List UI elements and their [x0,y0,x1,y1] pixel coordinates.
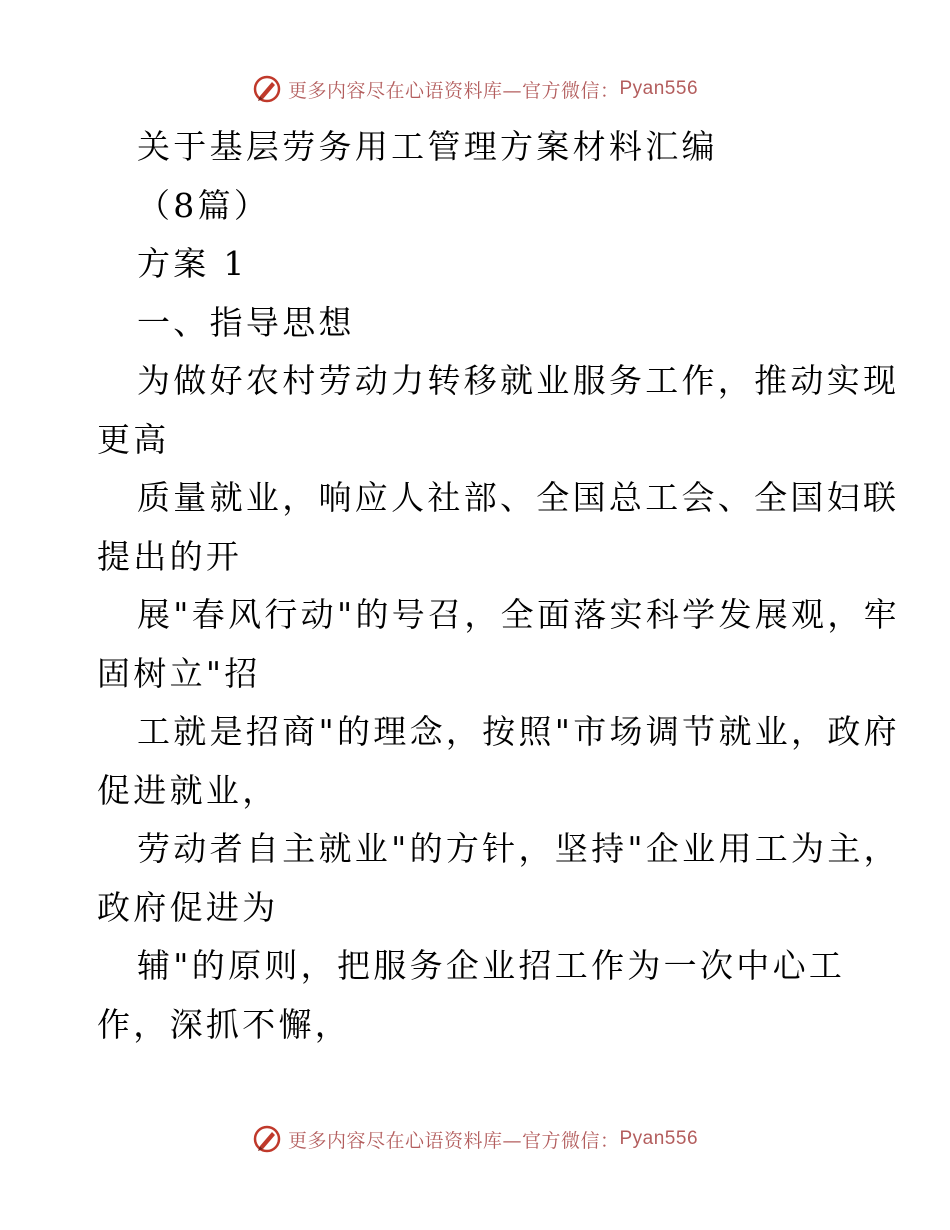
document-line: 政府促进为 [97,887,279,927]
document-line: 提出的开 [97,536,243,576]
document-line: 质量就业，响应人社部、全国总工会、全国妇联 [137,478,900,517]
document-line: 关于基层劳务用工管理方案材料汇编 [137,127,718,166]
document-line: 更高 [97,419,170,459]
document-line: 辅"的原则，把服务企业招工作为一次中心工 [137,946,846,985]
document-line: 方案 1 [137,244,248,283]
document-line: 工就是招商"的理念，按照"市场调节就业，政府 [137,712,900,751]
footer-watermark [0,1124,950,1154]
document-body [0,118,950,1054]
pen-logo-icon [252,74,282,104]
document-line: 固树立"招 [97,653,261,693]
watermark-brand: Pyan556 [619,78,699,99]
pen-logo-icon [252,1124,282,1154]
watermark-text: 更多内容尽在心语资料库—官方微信： [287,79,620,102]
document-line: 展"春风行动"的号召，全面落实科学发展观，牢 [137,595,900,634]
watermark-brand: Pyan556 [619,1128,699,1149]
header-watermark [0,74,950,104]
watermark-text: 更多内容尽在心语资料库—官方微信： [287,1129,620,1152]
document-line: 为做好农村劳动力转移就业服务工作，推动实现 [137,361,900,400]
document-line: 促进就业， [97,770,279,810]
document-line: 作，深抓不懈， [97,1004,352,1044]
document-line: （8篇） [137,185,271,225]
document-line: 一、指导思想 [137,302,355,342]
document-line: 劳动者自主就业"的方针，坚持"企业用工为主， [137,829,900,868]
